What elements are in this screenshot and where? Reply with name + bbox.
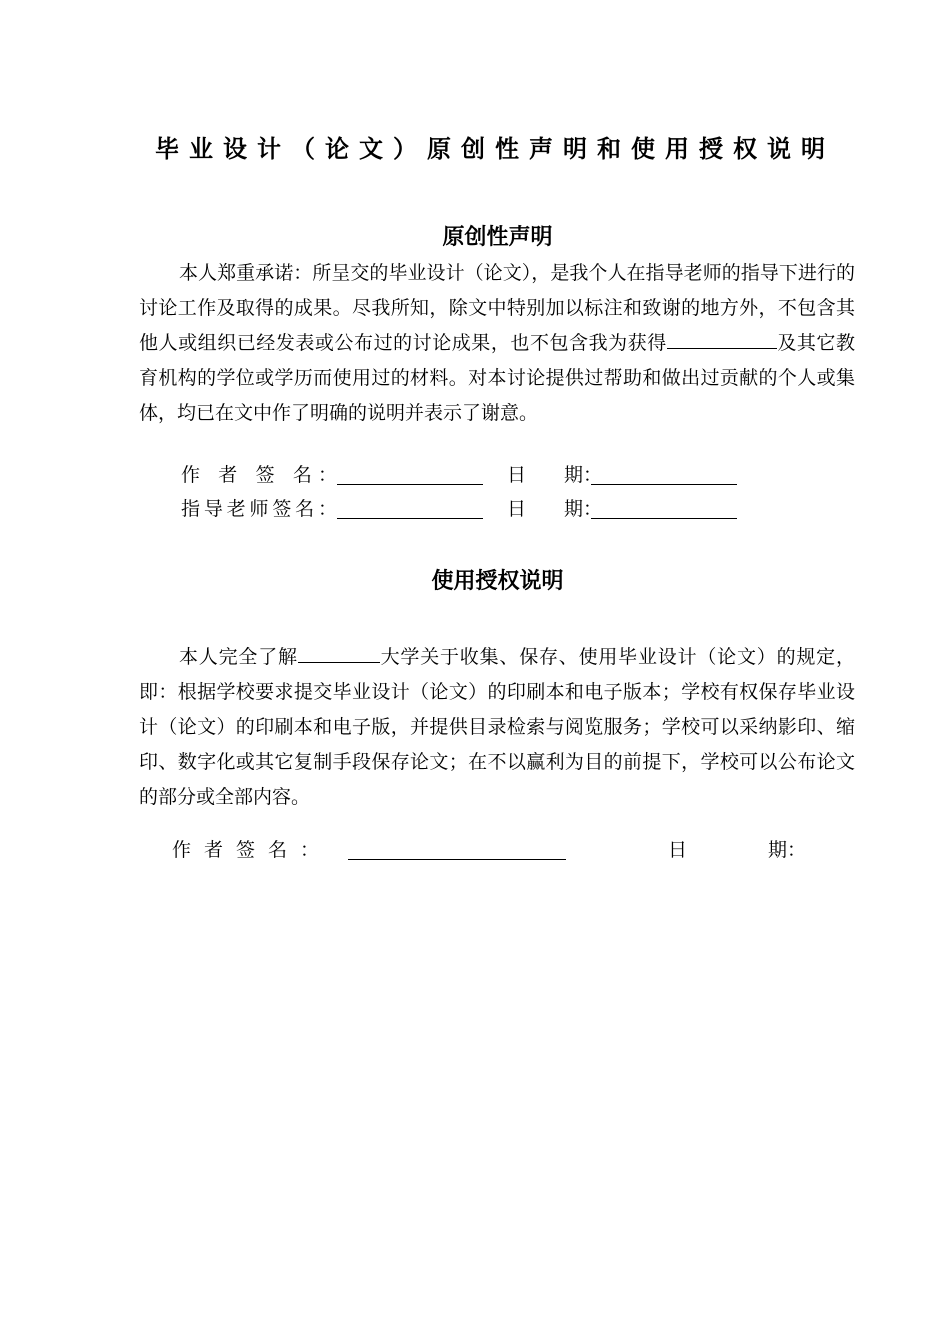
authorization-heading: 使用授权说明: [431, 569, 564, 594]
originality-heading: 原创性声明: [442, 225, 553, 250]
university-blank-line: [298, 640, 380, 663]
authorization-signature-row: [172, 833, 807, 867]
advisor-signature-label: 指导老师签名：: [181, 498, 337, 520]
advisor-date-label: 日 期：: [507, 498, 603, 520]
authorization-signature-line: [348, 833, 566, 860]
author-signature-label: 作 者 签 名：: [181, 464, 337, 486]
authorization-statement: [139, 640, 855, 815]
authorization-author-label: 作者签名：: [172, 839, 333, 861]
author-date-line: [591, 458, 737, 485]
advisor-signature-line: [337, 492, 483, 519]
degree-blank-line: [667, 326, 777, 349]
originality-text-part-1: 本人郑重承诺：所呈交的毕业设计（论文），是我个人在指导老师的指导下进行的讨论工作及取得的成果。尽我所知，除文中特别加以标注和致谢的地方外，不包含其他人或组织已经发表或公布过的讨论成果，也不包含我为获得: [139, 262, 855, 354]
author-signature-line: [337, 458, 483, 485]
authorization-date: [668, 833, 807, 867]
authorization-text-part-2: 大学关于收集、保存、使用毕业设计（论文）的规定，即：根据学校要求提交毕业设计（论文）的印刷本和电子版本；学校有权保存毕业设计（论文）的印刷本和电子版，并提供目录检索与阅览服务；学校可以采纳影印、缩印、数字化或其它复制手段保存论文；在不以赢利为目的前提下，学校可以公布论文的部分或全部内容。: [139, 646, 855, 808]
author-date-label: 日 期：: [507, 464, 603, 486]
author-signature-row: [181, 458, 737, 492]
originality-statement: [139, 256, 855, 431]
page-title: 毕业设计（论文）原创性声明和使用授权说明: [155, 135, 835, 163]
originality-text-part-2: 及其它教育机构的学位或学历而使用过的材料。对本讨论提供过帮助和做出过贡献的个人或集体，均已在文中作了明确的说明并表示了谢意。: [139, 332, 855, 424]
authorization-text-part-1: 本人完全了解: [179, 646, 298, 668]
advisor-date-line: [591, 492, 737, 519]
advisor-signature-row: [181, 492, 737, 526]
authorization-date-label-2: 期：: [768, 839, 807, 861]
authorization-date-label-1: 日: [668, 839, 688, 861]
